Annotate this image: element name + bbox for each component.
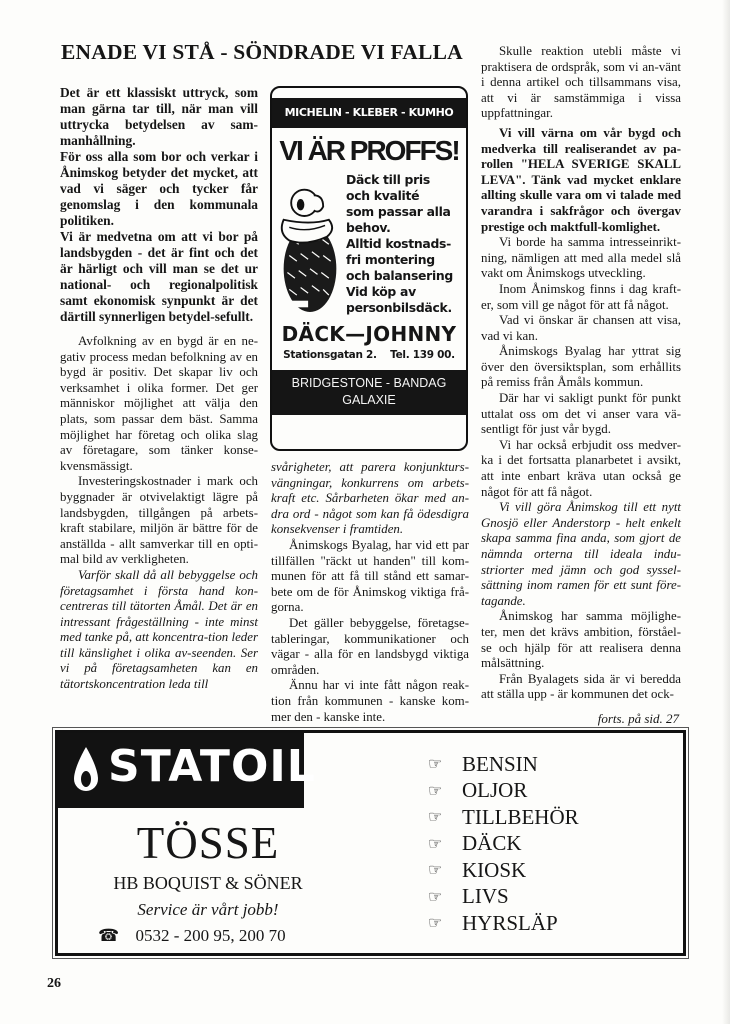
service-item [428,884,579,911]
body-paragraph: Skulle reaktion utebli måste vi praktisera de ordspråk, som vi an-vänt i denna artikel och tillsammans visa, att vi är samstämmiga i vissa uppfattningar. [481,44,681,121]
body-paragraph: Vi borde ha samma intresseinrikt-ning, nämligen att med alla medel slå vakt om Ånimskogs utveckling. [481,235,681,281]
station-place: TÖSSE [136,818,280,868]
service-label: HYRSLÄP [462,910,558,935]
statoil-drop-icon [72,745,100,795]
article-column-1 [60,85,258,693]
pointing-hand-icon: ☞ [428,809,443,827]
service-label: KIOSK [462,857,527,882]
tyre-brands-top: MICHELIN - KLEBER - KUMHO [272,98,466,128]
body-paragraph: Avfolkning av en bygd är en ne-gativ process medan befolkning av en bygd är positiv. Det skapar liv och verksamhet i olika former. Det ger människor möjlighet att välja den plats, som passar dem bäst. Samma möjlighet har företag och olika slag av företagare, som tänker konse-kvensmässigt. [60,334,258,473]
service-label: BENSIN [462,751,538,776]
service-item [428,857,579,884]
intro-paragraph: För oss alla som bor och verkar i Ånimskog betyder det mycket, att vad vi säger och tycker får genomslag i den kommunala politiken. [60,149,258,228]
offer-line: som passar alla [346,204,451,219]
intro-paragraph: Vi är medvetna om att vi bor på landsbygden - det är fint och det är härligt och vill man se det ur national- och regionalpolitisk samt ekonomisk synpunkt är det därtill synnerligen betydel-sefullt. [60,229,258,324]
pointing-hand-icon: ☞ [428,782,443,800]
article-column-2 [271,460,469,725]
intro-paragraph: Det är ett klassiskt uttryck, som man gärna tar till, när man vill uttrycka betydelsen av sam-manhållning. [60,85,258,148]
service-item [428,910,579,937]
tyre-slogan: VI ÄR PROFFS! [279,135,459,166]
article-title: ENADE VI STÅ - SÖNDRADE VI FALLA [61,40,463,64]
body-paragraph: Ånimskogs Byalag har yttrat sig över den översiktsplan, som erhållits på remiss från Åmåls kommun. [481,344,681,390]
statoil-logo [58,733,316,808]
offer-line: Alltid kostnads- [346,236,451,251]
body-paragraph: Ånimskog har samma möjlighe-ter, men det krävs ambition, förståel-se och hjälp för att realisera denna målsättning. [481,609,681,671]
pointing-hand-icon: ☞ [428,835,443,853]
tyre-shop-contact [272,348,466,362]
page-edge [722,0,730,1024]
offer-line: och balansering [346,268,453,283]
station-phone-number: 0532 - 200 95, 200 70 [135,926,286,945]
service-item [428,831,579,858]
article-intro [60,85,258,325]
station-phone [98,925,286,946]
offer-line: personbilsdäck. [346,300,452,315]
italic-paragraph: Varför skall då all bebyggelse och företagsamhet i första hand kon-centreras till tätorten Åmål. Det är en intressant frågeställning - inte minst med tanke på, att koncentra-tion leder till känslighet i olika av-seenden. Ser vi på företagsamheten kan en tätortskoncentration leda till [60,567,258,692]
station-tagline: Service är vårt jobb! [137,900,279,919]
station-owner: HB BOQUIST & SÖNER [113,873,303,893]
page-number: 26 [47,976,61,991]
offer-line: Vid köp av [346,284,416,299]
service-label: LIVS [462,884,509,909]
italic-paragraph: Vi vill göra Ånimskog till ett nytt Gnosjö eller Anderstorp - helt enkelt skapa samma fina anda, som gjort de nämnda orterna till ideala indu-striorter med jämn och god syssel-sättning inom ramen för ett sunt före-tagande. [481,500,681,608]
tyre-offer-text [346,172,466,316]
offer-line: och kvalité [346,188,420,203]
tyre-mascot-icon [278,182,342,314]
body-paragraph: Vad vi önskar är chansen att visa, vad vi kan. [481,313,681,343]
statoil-advertisement [55,730,686,956]
body-paragraph: Ånimskogs Byalag, har vid ett par tillfällen "räckt ut handen" till kom-munen för att få till stånd ett samar-bete om de för Ånimskog viktiga frå-gorna. [271,537,469,615]
body-paragraph: Inom Ånimskog finns i dag kraft-er, som vill ge något för att få något. [481,281,681,312]
body-paragraph: Från Byalagets sida är vi beredda att ställa upp - är kommunen det ock- [481,671,681,702]
brands-line: GALAXIE [342,393,396,407]
brands-line: BRIDGESTONE - BANDAG [291,376,447,390]
tyre-shop-name: DÄCK—JOHNNY [281,322,457,346]
offer-line: fri montering [346,252,435,267]
service-label: OLJOR [462,778,528,803]
service-list [428,751,579,937]
tyre-shop-address: Stationsgatan 2. [283,349,377,361]
service-item [428,804,579,831]
pointing-hand-icon: ☞ [428,888,443,906]
bold-paragraph: Vi vill värna om vår bygd och medverka till realiserandet av pa-rollen "HELA SVERIGE SKALL LEVA". Tänk vad mycket enklare allting skulle vara om vi talade med varandra i sakfrågor och övergav prestige och maktfull-komlighet. [481,125,681,234]
tyre-ad-body [272,172,466,318]
statoil-brand: STATOIL [108,741,316,792]
service-label: TILLBEHÖR [462,804,579,829]
body-paragraph: Där har vi sakligt punkt för punkt uttalat oss om det vi anser vara vä-sentligt för just vår bygd. [481,391,681,437]
service-item [428,751,579,778]
body-paragraph: Vi har också erbjudit oss medver-ka i det fortsatta planarbetet i avsikt, att inte enbart kräva utan också ge något för att få något. [481,437,681,499]
continued-on-page: forts. på sid. 27 [597,710,679,726]
offer-line: Däck till pris [346,172,430,187]
service-item [428,778,579,805]
pointing-hand-icon: ☞ [428,915,443,933]
pointing-hand-icon: ☞ [428,862,443,880]
pointing-hand-icon: ☞ [428,756,443,774]
italic-paragraph: svårigheter, att parera konjunkturs-vängningar, konkurrens om arbets-kraft etc. Sårbarheten ökar med an-dra ord - något som kan få ödesdigra konsekvenser i framtiden. [271,460,469,537]
service-label: DÄCK [462,831,522,856]
article-column-3 [481,44,681,727]
body-paragraph: Ännu har vi inte fått någon reak-tion från kommunen - kanske kom-mer den - kanske inte. [271,678,469,724]
body-paragraph: Investeringskostnader i mark och byggnader är otvivelaktigt lägre på landsbygden, tillgången på arbets-kraft stabilare, miljön är bättre för de anställda - allt samverkar till en opti-mal bild av verkligheten. [60,474,258,567]
body-paragraph: Det gäller bebyggelse, företagse-tableringar, kommunikationer och vägar - alla för en landsbygd viktiga områden. [271,615,469,677]
tyre-brands-bottom [272,370,466,415]
tyre-shop-phone: Tel. 139 00. [390,349,455,361]
tyre-shop-advertisement [270,86,468,451]
offer-line: behov. [346,220,391,235]
telephone-icon: ☎ [98,926,120,945]
